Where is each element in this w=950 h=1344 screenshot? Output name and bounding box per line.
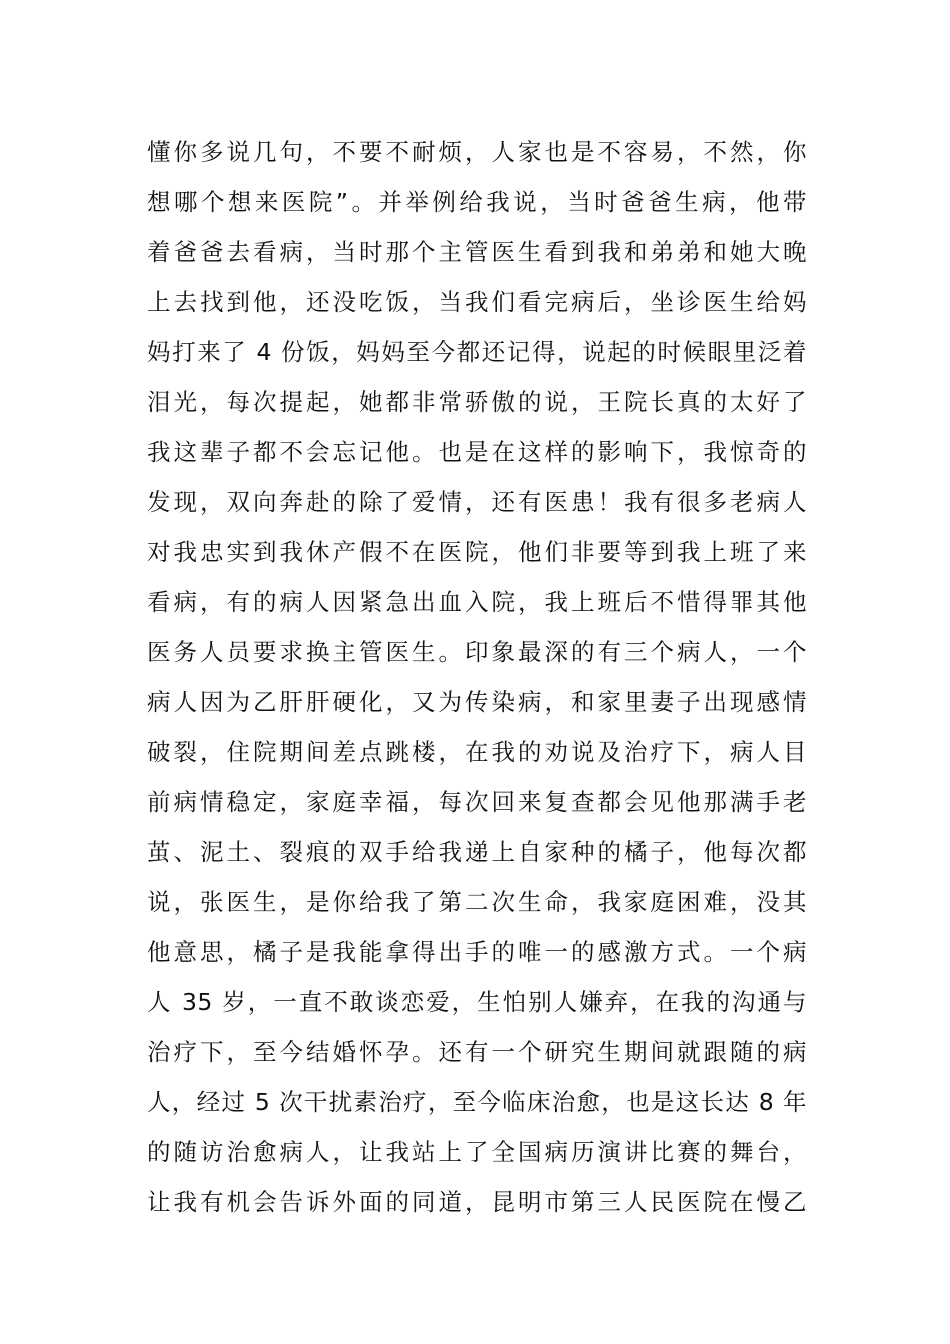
text-line: 妈打来了 4 份饭，妈妈至今都还记得，说起的时候眼里泛着	[147, 338, 807, 366]
text-line: 破裂，住院期间差点跳楼，在我的劝说及治疗下，病人目	[147, 738, 807, 766]
text-line: 上去找到他，还没吃饭，当我们看完病后，坐诊医生给妈	[147, 288, 807, 316]
text-line: 对我忠实到我休产假不在医院，他们非要等到我上班了来	[147, 538, 807, 566]
text-line: 前病情稳定，家庭幸福，每次回来复查都会见他那满手老	[147, 788, 807, 816]
text-line: 发现，双向奔赴的除了爱情，还有医患！我有很多老病人	[147, 488, 807, 516]
text-line: 我这辈子都不会忘记他。也是在这样的影响下，我惊奇的	[147, 438, 807, 466]
text-line: 泪光，每次提起，她都非常骄傲的说，王院长真的太好了	[147, 388, 807, 416]
text-line: 人，经过 5 次干扰素治疗，至今临床治愈，也是这长达 8 年	[147, 1088, 807, 1116]
text-line: 治疗下，至今结婚怀孕。还有一个研究生期间就跟随的病	[147, 1038, 807, 1066]
text-line: 着爸爸去看病，当时那个主管医生看到我和弟弟和她大晚	[147, 238, 807, 266]
text-line: 他意思，橘子是我能拿得出手的唯一的感激方式。一个病	[147, 938, 807, 966]
text-line: 医务人员要求换主管医生。印象最深的有三个病人，一个	[147, 638, 807, 666]
text-line: 让我有机会告诉外面的同道，昆明市第三人民医院在慢乙	[147, 1188, 807, 1216]
text-line: 想哪个想来医院”。并举例给我说，当时爸爸生病，他带	[147, 188, 807, 216]
text-line: 说，张医生，是你给我了第二次生命，我家庭困难，没其	[147, 888, 807, 916]
text-line: 茧、泥土、裂痕的双手给我递上自家种的橘子，他每次都	[147, 838, 807, 866]
text-line: 懂你多说几句，不要不耐烦，人家也是不容易，不然，你	[147, 138, 807, 166]
text-line: 看病，有的病人因紧急出血入院，我上班后不惜得罪其他	[147, 588, 807, 616]
text-line: 人 35 岁，一直不敢谈恋爱，生怕别人嫌弃，在我的沟通与	[147, 988, 807, 1016]
body-text	[147, 127, 807, 1227]
text-line: 的随访治愈病人，让我站上了全国病历演讲比赛的舞台，	[147, 1138, 807, 1166]
text-line: 病人因为乙肝肝硬化，又为传染病，和家里妻子出现感情	[147, 688, 807, 716]
